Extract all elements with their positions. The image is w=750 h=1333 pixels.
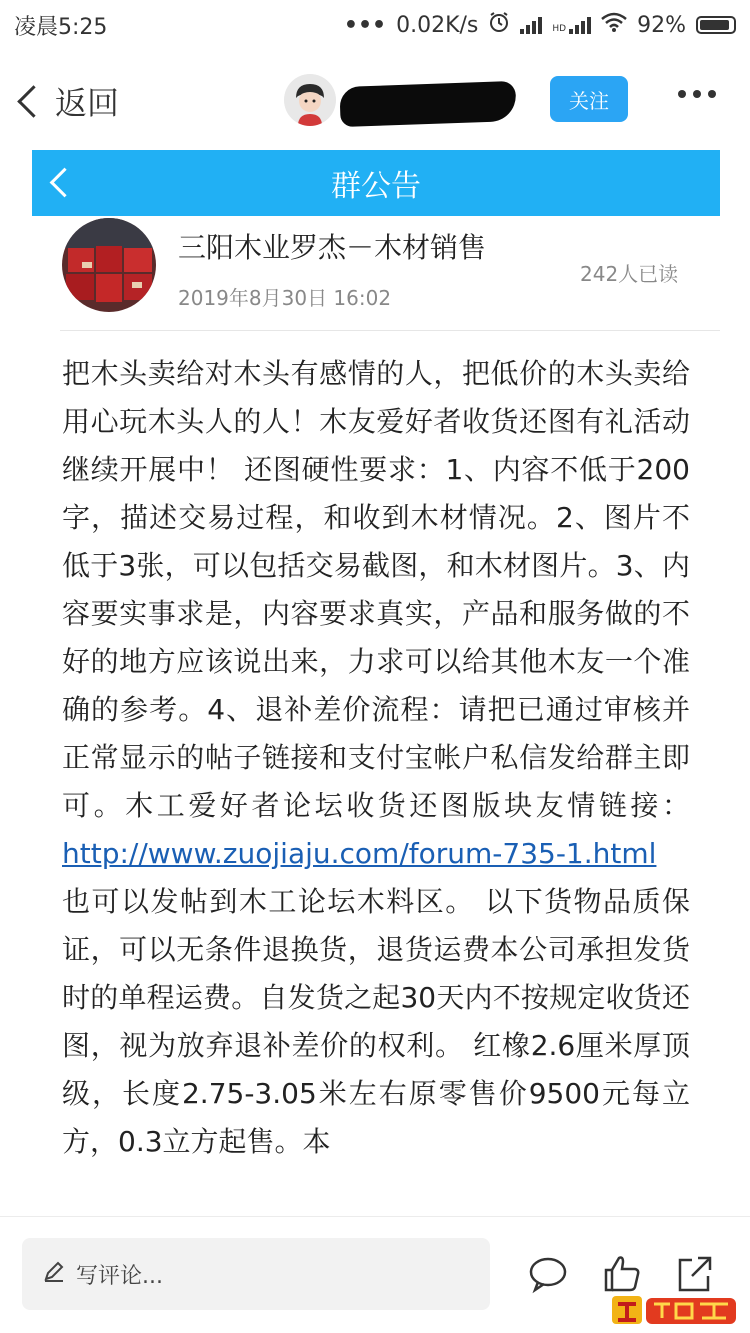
comment-bubble-icon[interactable] xyxy=(526,1252,570,1296)
comment-input[interactable] xyxy=(22,1238,490,1310)
back-button[interactable] xyxy=(16,78,119,124)
notice-title: 群公告 xyxy=(331,169,421,204)
bottom-divider xyxy=(0,1216,750,1217)
status-bar xyxy=(0,0,750,50)
network-speed: 0.02K/s xyxy=(396,12,479,38)
battery-percent: 92% xyxy=(637,12,686,38)
nav-bar xyxy=(0,60,750,140)
body-text-part1: 把木头卖给对木头有感情的人，把低价的木头卖给用心玩木头人的人！木友爱好者收货还图有礼活动继续开展中！ 还图硬性要求：1、内容不低于200字，描述交易过程，和收到木材情况。2、图片不低于3张，可以包括交易截图，和木材图片。3、内容要实事求是，内容要求真实，产品和服务做的不好的地方应该说出来，力求可以给其他木友一个准确的参考。4、退补差价流程：请把已通过审核并正常显示的帖子链接和支付宝帐户私信发给群主即可。木工爱好者论坛收货还图版块友情链接： xyxy=(62,357,690,822)
follow-button[interactable]: 关注 xyxy=(550,76,628,122)
pencil-icon xyxy=(42,1259,66,1289)
divider xyxy=(60,330,720,331)
more-dots-icon[interactable] xyxy=(678,90,716,98)
signal-icon xyxy=(520,16,542,34)
wifi-icon xyxy=(601,12,627,38)
alarm-icon xyxy=(488,11,510,39)
signal-hd-icon xyxy=(552,16,591,34)
notice-body xyxy=(62,350,690,1166)
avatar[interactable] xyxy=(284,74,336,126)
status-time: 凌晨5:25 xyxy=(14,14,108,40)
chevron-left-icon xyxy=(17,85,50,118)
hd-label: HD xyxy=(552,24,567,34)
notice-back-icon[interactable] xyxy=(50,168,80,198)
back-label: 返回 xyxy=(55,84,120,122)
body-text-part2: 也可以发帖到木工论坛木料区。 以下货物品质保证，可以无条件退换货，退货运费本公司承担发货时的单程运费。自发货之起30天内不按规定收货还图，视为放弃退补差价的权利。 红橡2.6厘米厚顶级，长度2.75-3.05米左右原零售价9500元每立方，0.3立方起售。本 xyxy=(62,885,690,1158)
redacted-name xyxy=(339,81,516,127)
notice-header xyxy=(32,150,720,216)
author-avatar[interactable] xyxy=(62,218,156,312)
battery-icon xyxy=(696,16,736,34)
status-dots: ••• xyxy=(343,12,387,38)
comment-placeholder: 写评论... xyxy=(76,1263,163,1289)
forum-link[interactable]: http://www.zuojiaju.com/forum-735-1.html xyxy=(62,837,657,870)
read-count[interactable]: 242人已读 xyxy=(580,262,679,286)
post-date: 2019年8月30日 16:02 xyxy=(178,286,392,310)
status-icons xyxy=(344,11,736,39)
author-name[interactable]: 三阳木业罗杰－木材销售 xyxy=(178,231,487,264)
watermark-logo xyxy=(610,1290,740,1330)
